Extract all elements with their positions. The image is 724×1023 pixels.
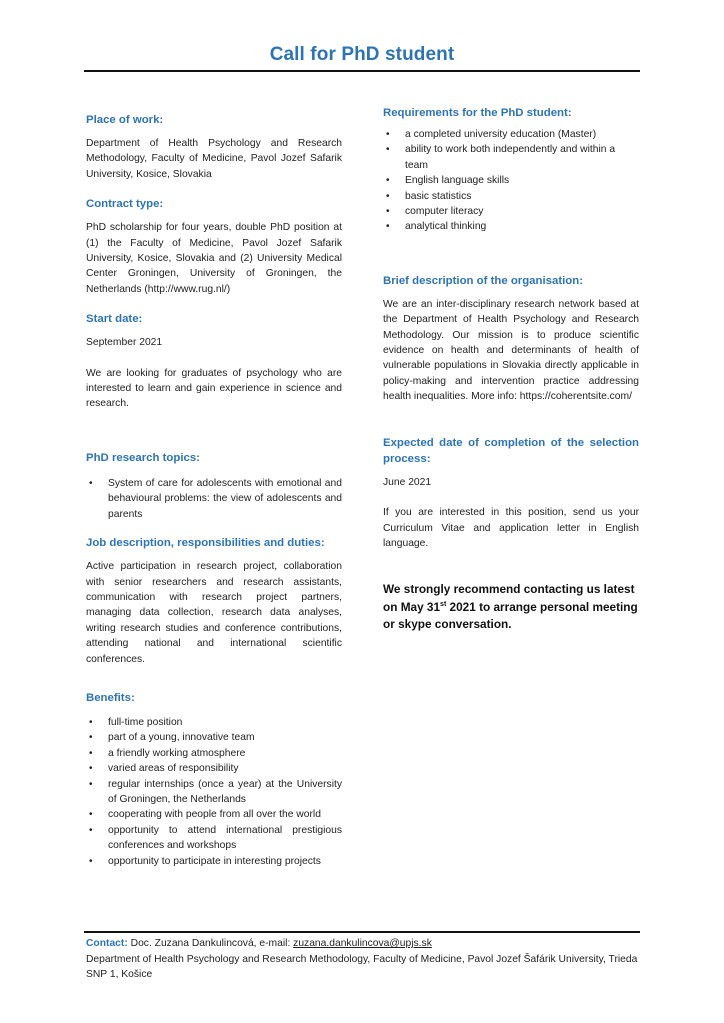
list-item: • a friendly working atmosphere: [86, 746, 342, 761]
start-date-text: We are looking for graduates of psychology who are interested to learn and gain experience in science and research.: [86, 367, 342, 410]
bullet-icon: •: [89, 732, 93, 744]
bullet-icon: •: [386, 190, 390, 202]
list-item: • opportunity to participate in interesting projects: [86, 854, 342, 869]
bullet-icon: •: [89, 824, 93, 836]
list-item: • English language skills: [383, 173, 639, 188]
list-item: • cooperating with people from all over the world: [86, 807, 342, 822]
requirements-heading: Requirements for the PhD student:: [383, 107, 572, 119]
footer-divider: [84, 931, 640, 933]
bullet-icon: •: [386, 221, 390, 233]
bullet-icon: •: [89, 747, 93, 759]
contact-line: [86, 936, 646, 952]
contract-type-heading: Contract type:: [86, 198, 164, 211]
left-column: [86, 112, 342, 869]
start-date-heading: Start date:: [86, 313, 143, 326]
list-item: • part of a young, innovative team: [86, 730, 342, 745]
requirements-list: [383, 127, 639, 235]
list-item: • ability to work both independently and within a team: [386, 144, 616, 171]
completion-date: June 2021: [383, 476, 432, 488]
organisation-section: [383, 273, 639, 405]
contract-type-text: PhD scholarship for four years, double PhD position at (1) the Faculty of Medicine, Pavol Jozef Safarik University, Kosice, Slovakia and (2) University Medical Center Groningen, University of Groningen, the Netherlands (http://www.rug.nl/): [86, 222, 342, 295]
bullet-icon: •: [89, 763, 93, 775]
bullet-icon: •: [89, 855, 93, 867]
title-divider: [84, 70, 640, 72]
recommendation-section: [383, 581, 639, 634]
contract-type-section: [86, 196, 342, 297]
completion-text: If you are interested in this position, send us your Curriculum Vitae and application letter in English language.: [383, 507, 639, 549]
list-item: • System of care for adolescents with emotional and behavioural problems: the view of adolescents and parents: [89, 477, 342, 520]
research-topics-list: [86, 476, 342, 522]
contact-name: Doc. Zuzana Dankulincová, e-mail:: [127, 938, 294, 949]
list-item: • opportunity to attend international prestigious conferences and workshops: [89, 824, 342, 852]
organisation-text: We are an inter-disciplinary research network based at the Department of Health Psychology and Research Methodology. Our mission is to produce scientific evidence on health and determinants of health of vulnerable populations in Slovakia directly applicable in policy-making and intervention practice addressing health inequalities. More info: https://coherentsite.com/: [383, 298, 639, 403]
completion-section: [383, 435, 639, 552]
start-date-value: September 2021: [86, 337, 163, 349]
bullet-icon: •: [386, 206, 390, 218]
bullet-icon: •: [89, 716, 93, 728]
contact-address: Department of Health Psychology and Research Methodology, Faculty of Medicine, Pavol Jozef Šafárik University, Trieda SNP 1, Košice: [86, 953, 638, 981]
bullet-icon: •: [386, 129, 390, 140]
bullet-icon: •: [386, 175, 390, 187]
list-item: • computer literacy: [383, 204, 639, 219]
right-column: [383, 105, 639, 634]
list-item: • basic statistics: [383, 189, 639, 204]
bullet-icon: •: [89, 778, 93, 790]
list-item: • varied areas of responsibility: [86, 761, 342, 776]
bullet-icon: •: [386, 144, 390, 156]
list-item: • analytical thinking: [383, 219, 639, 234]
benefits-list: [86, 715, 342, 869]
bullet-icon: •: [89, 809, 93, 821]
recommendation-text: We strongly recommend contacting us latest on May 31st 2021 to arrange personal meeting or skype conversation.: [383, 582, 638, 632]
email-link[interactable]: zuzana.dankulincova@upjs.sk: [293, 938, 432, 949]
list-item: • a completed university education (Master): [383, 127, 639, 142]
list-item: • regular internships (once a year) at the University of Groningen, the Netherlands: [89, 778, 342, 805]
start-date-section: [86, 311, 342, 412]
footer: [86, 936, 646, 983]
place-of-work-heading: Place of work:: [86, 114, 164, 126]
benefits-heading: Benefits:: [86, 691, 135, 704]
research-topics-section: [86, 450, 342, 522]
page-title: Call for PhD student: [269, 44, 455, 65]
contact-label: Contact:: [86, 938, 128, 949]
list-item: • full-time position: [86, 715, 342, 730]
organisation-heading: Brief description of the organisation:: [383, 274, 583, 287]
place-of-work-section: [86, 112, 342, 182]
requirements-section: [383, 105, 639, 235]
job-description-heading: Job description, responsibilities and duties:: [86, 537, 325, 550]
job-description-text: Active participation in research project, collaboration with senior researchers and research assistants, communication with research project partners, managing data collection, research data analyses, writing research studies and conference contributions, attending national and international scientific conferences.: [86, 561, 342, 665]
bullet-icon: •: [89, 477, 93, 489]
job-description-section: [86, 535, 342, 667]
completion-heading: Expected date of completion of the selection process:: [383, 436, 639, 465]
benefits-section: [86, 690, 342, 869]
place-of-work-text: Department of Health Psychology and Research Methodology, Faculty of Medicine, Pavol Jozef Safarik University, Kosice, Slovakia: [86, 138, 342, 180]
research-topics-heading: PhD research topics:: [86, 451, 200, 464]
